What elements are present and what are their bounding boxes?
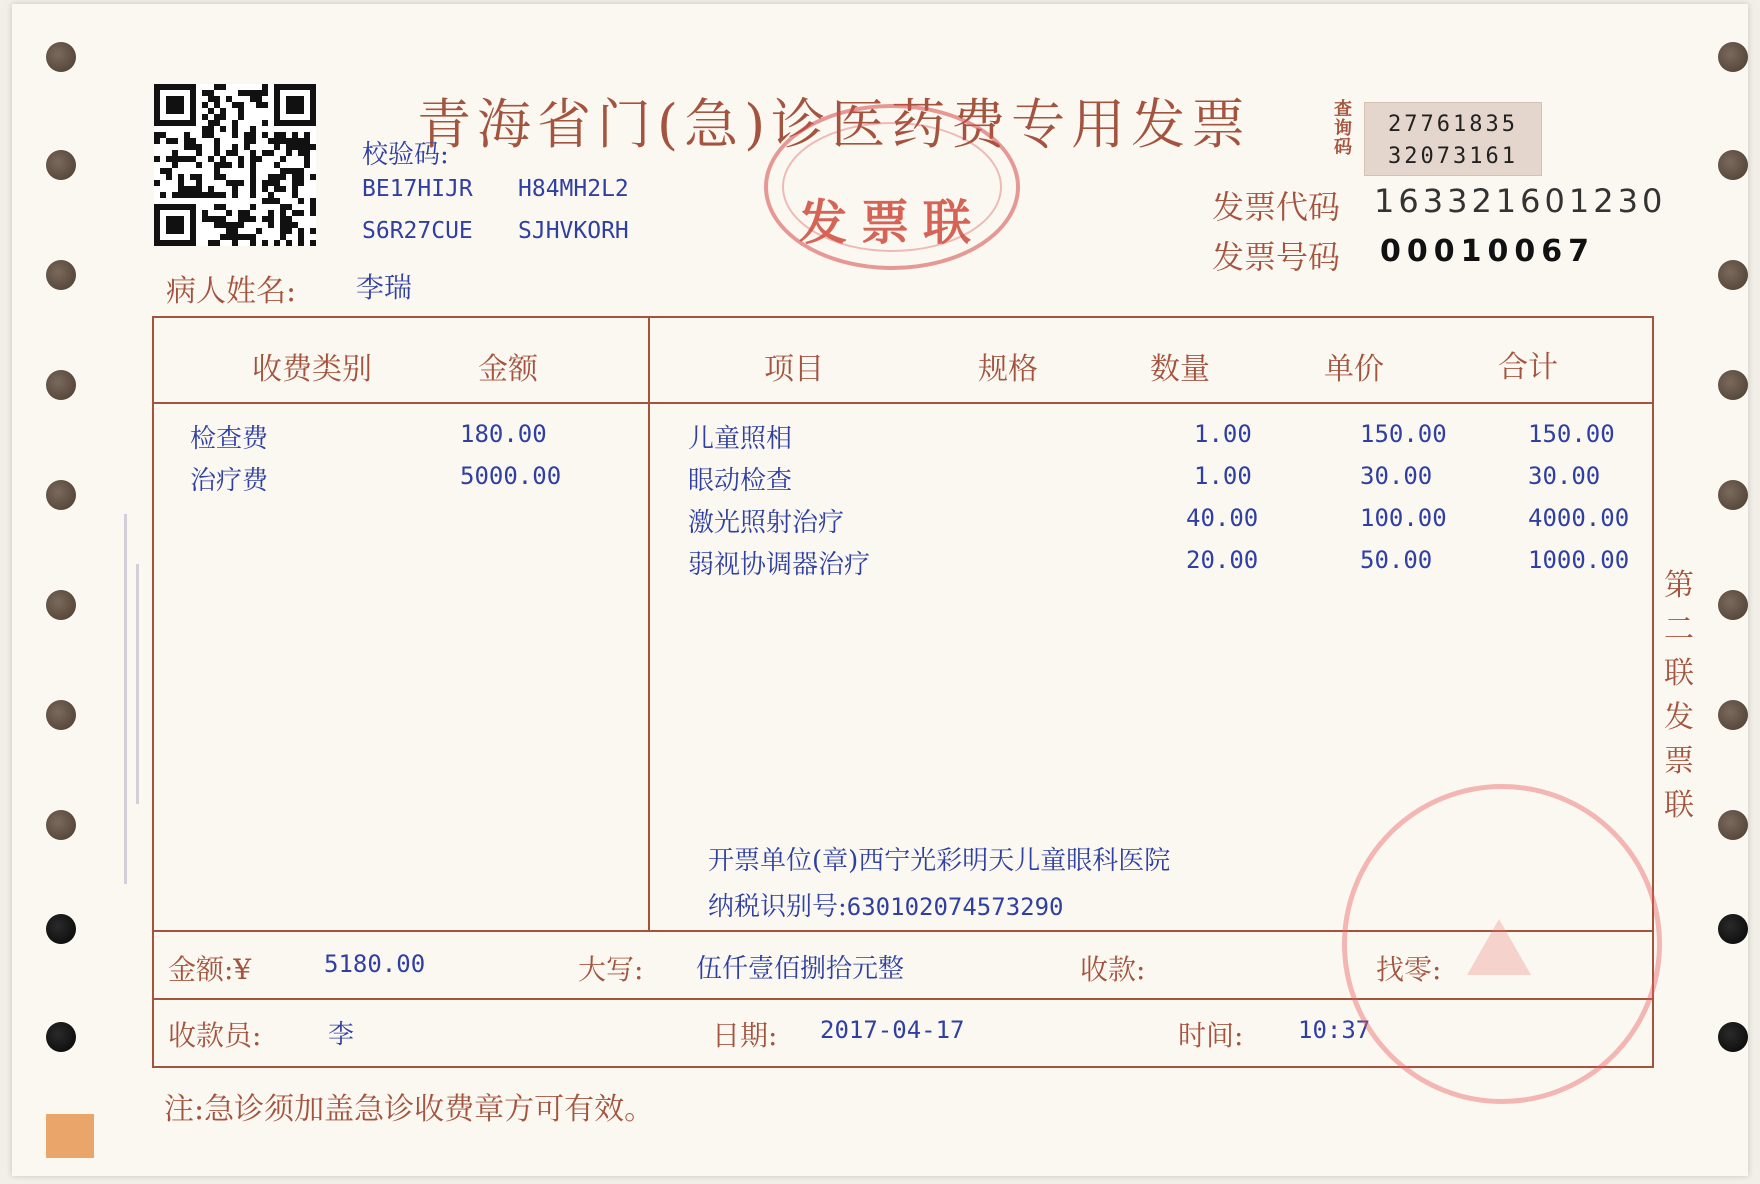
item-total: 1000.00 — [1528, 546, 1630, 574]
query-code-line: 32073161 — [1388, 144, 1518, 169]
qr-code-graphic — [154, 84, 316, 246]
capital-amount: 伍仟壹佰捌拾元整 — [696, 954, 905, 984]
check-code-label: 校验码: — [362, 140, 449, 170]
issuer-line — [708, 840, 1170, 877]
item-unit-price: 150.00 — [1360, 420, 1447, 448]
feed-hole — [46, 150, 76, 180]
tax-id-value: 630102074573290 — [846, 893, 1064, 921]
header-category: 收费类别 — [252, 352, 372, 387]
item-name: 眼动检查 — [688, 466, 793, 496]
item-quantity: 1.00 — [1194, 462, 1252, 490]
item-name: 儿童照相 — [688, 424, 793, 454]
invoice-number-value: 00010067 — [1380, 234, 1595, 269]
header-spec: 规格 — [978, 352, 1038, 387]
feed-hole — [1718, 590, 1748, 620]
feed-hole — [46, 260, 76, 290]
issuer-name: 西宁光彩明天儿童眼科医院 — [858, 846, 1171, 876]
feed-hole — [1718, 370, 1748, 400]
invoice-number-label: 发票号码 — [1212, 238, 1341, 276]
item-unit-price: 50.00 — [1360, 546, 1433, 574]
header-unit-price: 单价 — [1324, 352, 1384, 387]
received-label: 收款: — [1080, 953, 1146, 986]
time-value: 10:37 — [1298, 1016, 1371, 1044]
feed-hole — [46, 480, 76, 510]
check-code-value: H84MH2L2 — [518, 176, 629, 202]
check-code-value: S6R27CUE — [362, 218, 473, 244]
feed-hole — [1718, 42, 1748, 72]
invoice-sheet — [12, 4, 1748, 1176]
issuer-label: 开票单位(章) — [708, 846, 859, 876]
invoice-copy-stamp — [764, 104, 1020, 270]
date-value: 2017-04-17 — [820, 1016, 965, 1044]
cashier-value: 李 — [328, 1020, 355, 1050]
category-name: 治疗费 — [190, 466, 269, 496]
tax-id-line — [708, 886, 1064, 923]
query-code-box — [1364, 102, 1542, 176]
category-amount: 180.00 — [460, 420, 547, 448]
table-divider — [648, 318, 650, 930]
feed-hole — [1718, 480, 1748, 510]
header-item: 项目 — [764, 352, 824, 387]
validity-note: 注:急诊须加盖急诊收费章方可有效。 — [164, 1092, 655, 1127]
item-total: 30.00 — [1528, 462, 1601, 490]
feed-hole — [1718, 150, 1748, 180]
invoice-code-label: 发票代码 — [1212, 188, 1341, 226]
category-amount: 5000.00 — [460, 462, 562, 490]
item-total: 4000.00 — [1528, 504, 1630, 532]
item-quantity: 20.00 — [1186, 546, 1259, 574]
item-quantity: 1.00 — [1194, 420, 1252, 448]
item-unit-price: 30.00 — [1360, 462, 1433, 490]
item-total: 150.00 — [1528, 420, 1615, 448]
header-quantity: 数量 — [1150, 352, 1210, 387]
stamp-text: 发票联 — [798, 195, 985, 251]
time-label: 时间: — [1178, 1019, 1244, 1052]
patient-name-label: 病人姓名: — [166, 274, 297, 309]
category-name: 检查费 — [190, 424, 269, 454]
feed-hole — [46, 590, 76, 620]
feed-hole — [46, 914, 76, 944]
edge-tab — [46, 1114, 94, 1158]
item-quantity: 40.00 — [1186, 504, 1259, 532]
query-code-line: 27761835 — [1388, 112, 1518, 137]
check-code-value: SJHVKORH — [518, 218, 629, 244]
printer-imprint-mark — [124, 514, 127, 884]
date-label: 日期: — [712, 1019, 778, 1052]
item-name: 激光照射治疗 — [688, 508, 845, 538]
patient-name-value: 李瑞 — [356, 271, 413, 304]
feed-hole — [1718, 810, 1748, 840]
printer-imprint-mark — [136, 564, 139, 804]
invoice-title: 青海省门(急)诊医药费专用发票 — [417, 93, 1252, 156]
seal-star-icon — [1467, 919, 1531, 975]
qr-code — [154, 84, 316, 246]
feed-hole — [1718, 260, 1748, 290]
invoice-code-value: 163321601230 — [1374, 182, 1667, 220]
query-code-label: 查询码 — [1334, 99, 1352, 158]
item-name: 弱视协调器治疗 — [688, 550, 871, 580]
tax-id-label: 纳税识别号: — [708, 892, 847, 922]
item-unit-price: 100.00 — [1360, 504, 1447, 532]
feed-hole — [1718, 700, 1748, 730]
feed-hole — [46, 810, 76, 840]
cashier-label: 收款员: — [168, 1019, 262, 1052]
feed-hole — [46, 42, 76, 72]
check-code-value: BE17HIJR — [362, 176, 473, 202]
feed-hole — [46, 1022, 76, 1052]
header-amount: 金额 — [478, 352, 538, 387]
total-amount-value: 5180.00 — [324, 950, 426, 978]
change-label: 找零: — [1376, 953, 1442, 986]
feed-hole — [1718, 1022, 1748, 1052]
header-total: 合计 — [1498, 350, 1558, 385]
feed-hole — [1718, 914, 1748, 944]
table-rule — [154, 402, 1652, 404]
total-amount-label: 金额:¥ — [168, 953, 252, 986]
hospital-seal — [1342, 784, 1662, 1104]
feed-hole — [46, 700, 76, 730]
feed-hole — [46, 370, 76, 400]
copy-label: 第二联 发票联 — [1664, 568, 1694, 823]
capital-label: 大写: — [578, 953, 644, 986]
